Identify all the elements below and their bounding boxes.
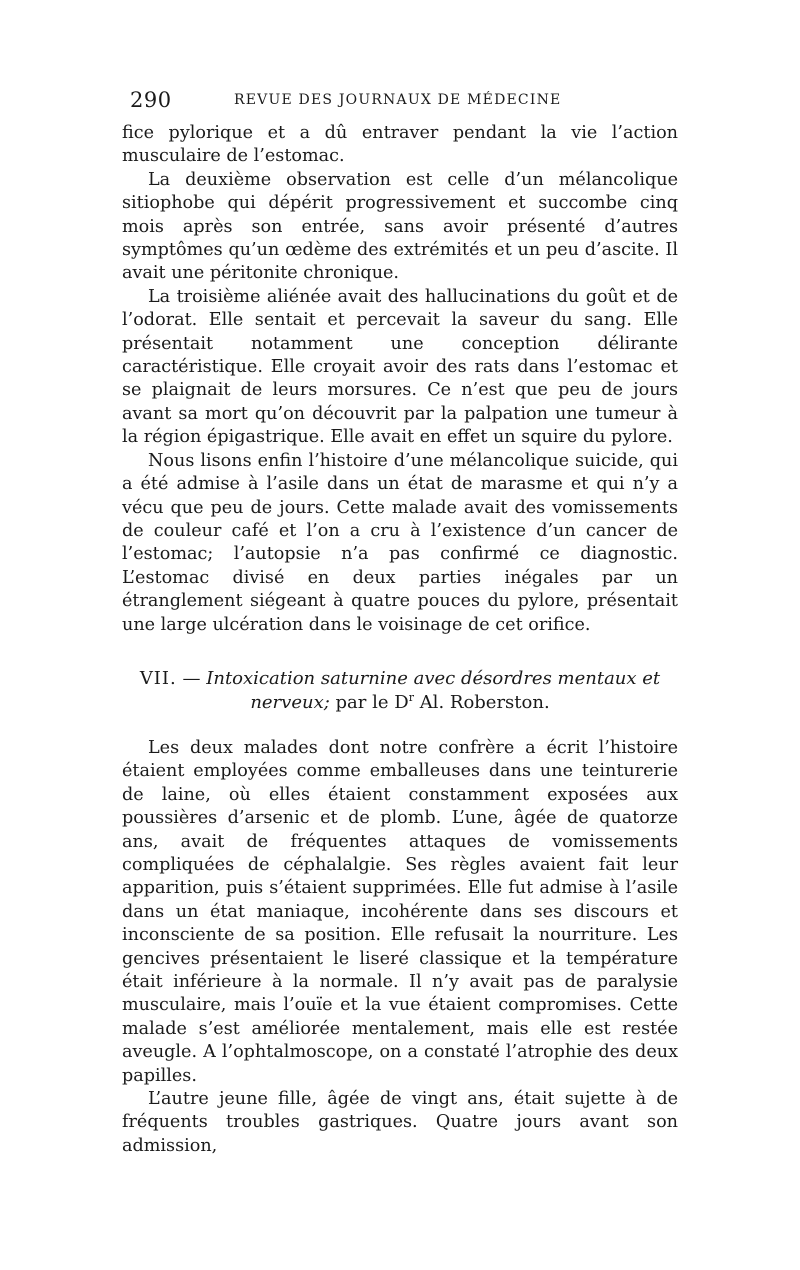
paragraph-two-patients: Les deux malades dont notre confrère a écrit l’histoire étaient employées comme emballeuses dans une teinturerie de laine, où elles étaient constamment exposées aux poussières d’arsenic et de plomb. L’une, âgée de quatorze ans, avait de fréquentes attaques de vomissements compliquées de céphalalgie. Ses règles avaient fait leur apparition, puis s’étaient supprimées. Elle fut admise à l’asile dans un état maniaque, incohérente dans ses discours et inconsciente de sa position. Elle refusait la nourriture. Les gencives présentaient le liseré classique et la température était inférieure à la normale. Il n’y avait pas de paralysie musculaire, mais l’ouïe et la vue étaient compromises. Cette malade s’est améliorée mentalement, mais elle est restée aveugle. A l’ophtalmoscope, on a constaté l’atrophie des deux papilles.: [122, 737, 678, 1086]
paragraph-continuation: fice pylorique et a dû entraver pendant la vie l’action musculaire de l’estomac.: [122, 123, 678, 167]
paragraph-second-girl: L’autre jeune fille, âgée de vingt ans, était sujette à de fréquents troubles gastriques. Quatre jours avant son admission,: [122, 1089, 678, 1156]
section-author-sup: r: [408, 690, 414, 704]
paragraph-melancholic-suicide: Nous lisons enfin l’histoire d’une mélancolique suicide, qui a été admise à l’asile dans un état de marasme et qui n’y a vécu que peu de jours. Cette malade avait des vomissements de couleur café et l’on a cru à l’existence d’un cancer de l’estomac; l’autopsie n’a pas confirmé ce diagnostic. L’estomac divisé en deux parties inégales par un étranglement siégeant à quatre pouces du pylore, présentait une large ulcération dans le voisinage de cet orifice.: [122, 450, 678, 635]
section-author-name: Al. Roberston.: [419, 691, 550, 713]
section-dash: —: [182, 667, 201, 689]
book-page: [122, 88, 678, 1158]
section-author-prefix: par le D: [335, 691, 409, 713]
paragraph-second-observation: La deuxième observation est celle d’un mélancolique sitiophobe qui dépérit progressivement et succombe cinq mois après son entrée, sans avoir présenté d’autres symptômes qu’un œdème des extrémités et un peu d’ascite. Il avait une péritonite chronique.: [122, 169, 678, 284]
journal-title: REVUE DES JOURNAUX DE MÉDECINE: [234, 92, 562, 108]
running-head: [122, 88, 678, 122]
section-title: Intoxication saturnine avec désordres mentaux et nerveux;: [206, 667, 661, 713]
page-number: 290: [130, 88, 172, 112]
section-number: VII.: [139, 667, 177, 689]
paragraph-third-patient: La troisième aliénée avait des hallucinations du goût et de l’odorat. Elle sentait et percevait la saveur du sang. Elle présentait notamment une conception délirante caractéristique. Elle croyait avoir des rats dans l’estomac et se plaignait de leurs morsures. Ce n’est que peu de jours avant sa mort qu’on découvrit par la palpation une tumeur à la région épigastrique. Elle avait en effet un squire du pylore.: [122, 286, 678, 448]
section-heading: [122, 667, 678, 715]
